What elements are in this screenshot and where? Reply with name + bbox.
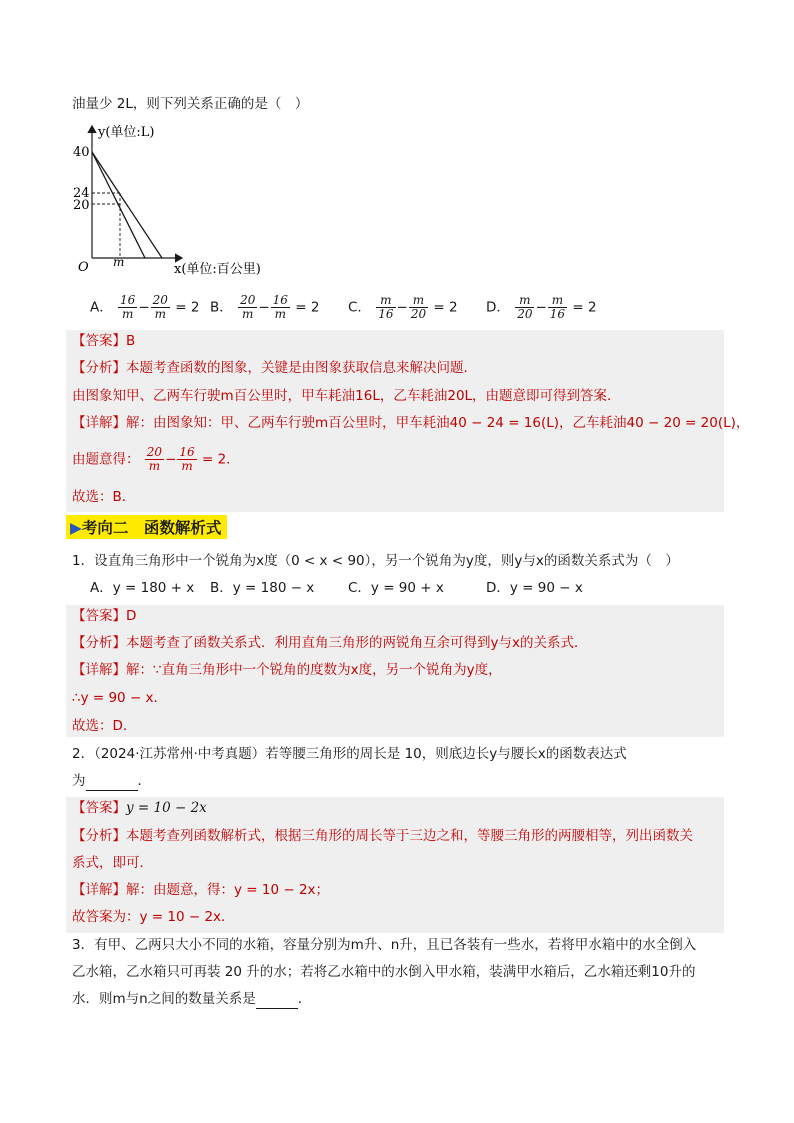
q2-final-line: 故答案为：y = 10 − 2x． (72, 909, 235, 925)
y-tick-24: 24 (73, 186, 90, 201)
section-heading: ▶考向二 函数解析式 (66, 515, 227, 539)
play-marker-icon: ▶ (70, 519, 82, 537)
q1-option-d[interactable]: D．y = 90 − x (486, 580, 583, 596)
q1-analysis-line: 【分析】本题考查了函数关系式．利用直角三角形的两锐角互余可得到y与x的关系式． (72, 635, 588, 651)
option-d[interactable]: D． $\frac{m}{20}$ − $\frac{m}{16}$ = 2 (486, 293, 597, 321)
origin-label: O (78, 260, 89, 275)
option-b[interactable]: B． $\frac{20}{m}$ − $\frac{16}{m}$ = 2 (210, 293, 320, 321)
q1-option-b[interactable]: B．y = 180 − x (210, 580, 315, 596)
q2-analysis-line: 【分析】本题考查列函数解析式，根据三角形的周长等于三边之和，等腰三角形的两腰相等，列出函数关 (72, 828, 693, 844)
answer-blank-q3[interactable] (256, 1008, 298, 1009)
x-tick-m: m (113, 255, 125, 269)
question-1-text: 1．设直角三角形中一个锐角为x度（0 < x < 90），另一个锐角为y度，则y与x的函数关系式为（ ） (72, 553, 679, 569)
q2-answer-line: 【答案】y = 10 − 2x (72, 800, 207, 816)
line-car-yi (92, 152, 145, 258)
y-axis-label: y(单位:L) (98, 125, 155, 140)
y-tick-20: 20 (73, 198, 90, 213)
q1-option-a[interactable]: A．y = 180 + x (90, 580, 195, 596)
q2-analysis-line-2: 系式，即可． (72, 855, 153, 871)
x-axis-label: x(单位:百公里) (174, 262, 261, 277)
y-tick-40: 40 (73, 145, 90, 160)
line-car-jia (92, 152, 162, 258)
q1-detail-line-2: ∴y = 90 − x． (72, 690, 168, 706)
function-graph (70, 118, 320, 286)
question-3-text-3: 水．则m与n之间的数量关系是 ． (72, 991, 312, 1007)
q1-option-c[interactable]: C．y = 90 + x (348, 580, 444, 596)
question-2-text: 2．（2024·江苏常州·中考真题）若等腰三角形的周长是 10，则底边长y与腰长x的函数表达式 (72, 746, 627, 762)
choose-line: 故选：B． (72, 489, 136, 505)
detail-line-2: 由题意得： $\frac{20}{m}$ − $\frac{16}{m}$ = 2． (72, 445, 240, 473)
q1-detail-line: 【详解】解：∵直角三角形中一个锐角的度数为x度，另一个锐角为y度， (72, 662, 502, 678)
q1-answer-line: 【答案】D (72, 608, 137, 624)
answer-line: 【答案】B (72, 333, 136, 349)
q2-detail-line: 【详解】解：由题意，得：y = 10 − 2x； (72, 882, 330, 898)
detail-line: 【详解】解：由图象知：甲、乙两车行驶m百公里时，甲车耗油40 − 24 = 16(L)，乙车耗油40 − 20 = 20(L)， (72, 415, 750, 431)
analysis-line-2: 由图象知甲、乙两车行驶m百公里时，甲车耗油16L，乙车耗油20L，由题意即可得到答案． (72, 388, 621, 404)
option-a[interactable]: A． $\frac{16}{m}$ − $\frac{20}{m}$ = 2 (90, 293, 200, 321)
question-3-text: 3．有甲、乙两只大小不同的水箱，容量分别为m升、n升，且已各装有一些水，若将甲水箱中的水全倒入 (72, 937, 697, 953)
q1-choose-line: 故选：D． (72, 718, 137, 734)
question-text: 油量少 2L，则下列关系正确的是（ ） (72, 96, 309, 112)
question-2-text-2: 为 ． (72, 773, 151, 789)
option-c[interactable]: C． $\frac{m}{16}$ − $\frac{m}{20}$ = 2 (348, 293, 458, 321)
analysis-line: 【分析】本题考查函数的图象，关键是由图象获取信息来解决问题． (72, 360, 477, 376)
answer-blank[interactable] (86, 790, 138, 791)
question-3-text-2: 乙水箱，乙水箱只可再装 20 升的水；若将乙水箱中的水倒入甲水箱，装满甲水箱后，乙水箱还剩10升的 (72, 964, 696, 980)
